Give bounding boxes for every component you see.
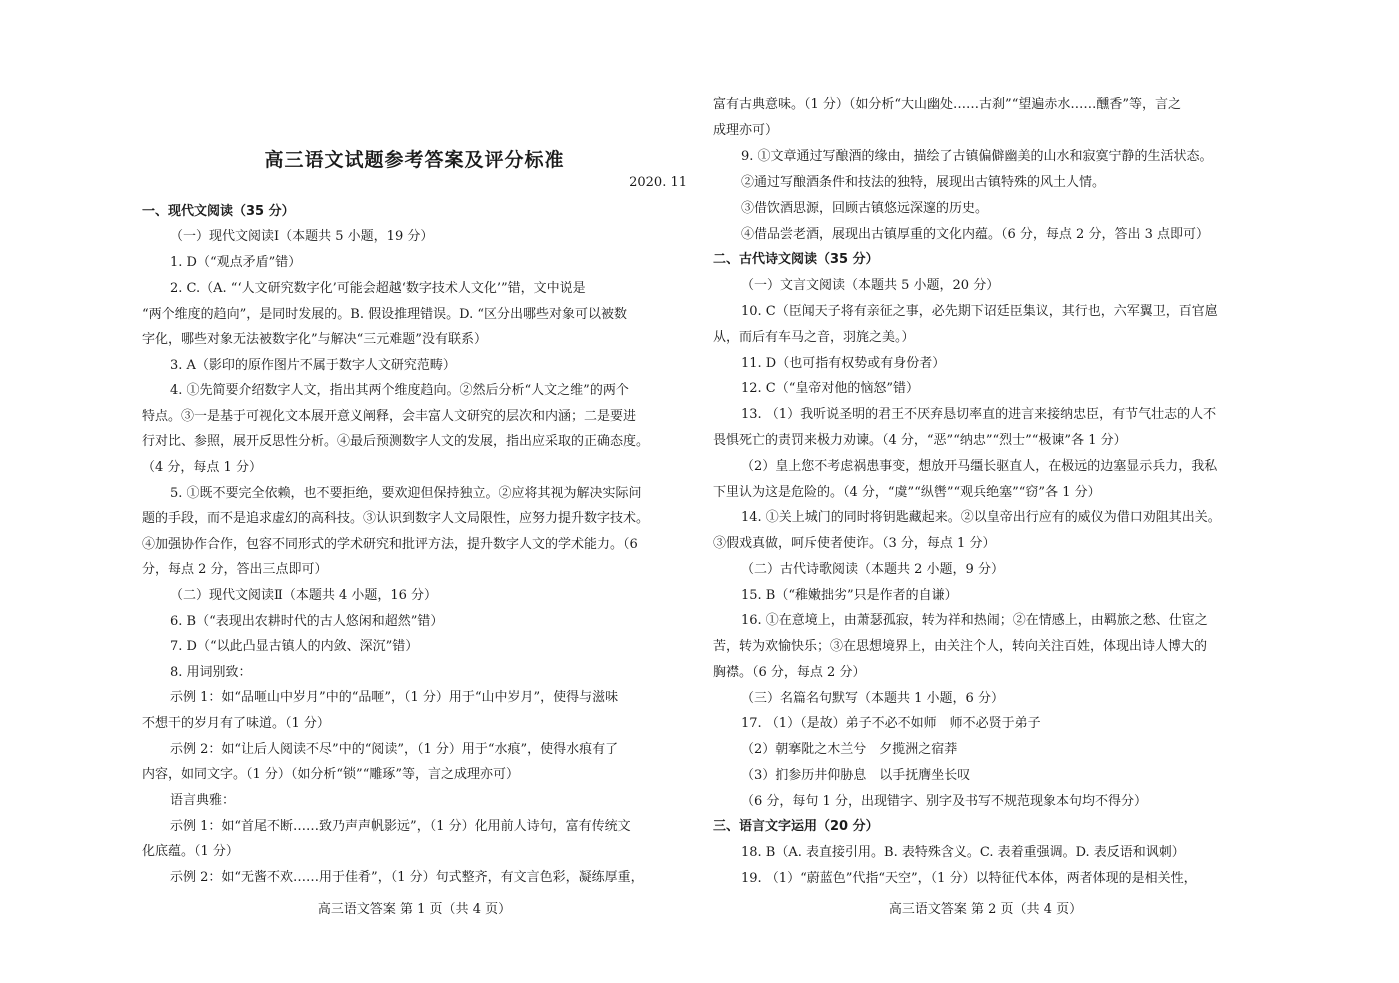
- answer-line: 分，每点 2 分，答出三点即可）: [142, 562, 328, 577]
- answer-line: 示例 2：如“让后人阅读不尽”中的“阅读”，（1 分）用于“水痕”，使得水痕有了: [170, 742, 619, 757]
- subsection-heading: （三）名篇名句默写（本题共 1 小题，6 分）: [741, 691, 1004, 706]
- answer-line: 特点。③一是基于可视化文本展开意义阐释，会丰富人文研究的层次和内涵；二是要进: [142, 409, 637, 424]
- answer-line: 8. 用词别致：: [170, 665, 252, 680]
- answer-line: 10. C（臣闻天子将有亲征之事，必先期下诏廷臣集议，其行也，六军翼卫，百官扈: [741, 304, 1218, 319]
- answer-line: ③借饮酒思源，回顾古镇悠远深邃的历史。: [741, 201, 989, 216]
- answer-line: 题的手段，而不是追求虚幻的高科技。③认识到数字人文局限性，应努力提升数字技术。: [142, 511, 650, 526]
- answer-line: 5. ①既不要完全依赖，也不要拒绝，要欢迎但保持独立。②应将其视为解决实际问: [170, 486, 642, 501]
- answer-line: 示例 1：如“首尾不断……致乃声声帆影远”，（1 分）化用前人诗句，富有传统文: [170, 819, 631, 834]
- subsection-heading: （一）文言文阅读（本题共 5 小题，20 分）: [741, 278, 1000, 293]
- answer-line: 苦，转为欢愉快乐；③在思想境界上，由关注个人，转向关注百姓，体现出诗人博大的: [713, 639, 1208, 654]
- answer-line: 11. D（也可指有权势或有身份者）: [741, 356, 946, 371]
- answer-line: 不想干的岁月有了味道。（1 分）: [142, 716, 330, 731]
- answer-line: 内容，如同文字。（1 分）（如分析“锁”“雕琢”等，言之成理亦可）: [142, 767, 519, 782]
- answer-line: 3. A（影印的原作图片不属于数字人文研究范畴）: [170, 358, 456, 373]
- answer-line: 14. ①关上城门的同时将钥匙藏起来。②以皇帝出行应有的威仪为借口劝阻其出关。: [741, 510, 1221, 525]
- answer-line: 2. C.（A. “‘人文研究数字化’可能会超越‘数字技术人文化’”错，文中说是: [170, 281, 586, 296]
- answer-line: 成理亦可）: [713, 123, 779, 138]
- answer-line: 示例 1：如“品咂山中岁月”中的“品咂”，（1 分）用于“山中岁月”，使得与滋味: [170, 690, 619, 705]
- answer-line: 4. ①先简要介绍数字人文，指出其两个维度趋向。②然后分析“人文之维”的两个: [170, 383, 629, 398]
- answer-line: ④借品尝老酒，展现出古镇厚重的文化内蕴。（6 分，每点 2 分，答出 3 点即可）: [741, 227, 1209, 242]
- section-heading: 二、古代诗文阅读（35 分）: [713, 252, 879, 267]
- answer-line: 6. B（“表现出农耕时代的古人悠闲和超然”错）: [170, 614, 444, 629]
- answer-line: （4 分，每点 1 分）: [142, 460, 262, 475]
- answer-line: 12. C（“皇帝对他的恼怒”错）: [741, 381, 920, 396]
- answer-line: 19. （1）“蔚蓝色”代指“天空”，（1 分）以特征代本体，两者体现的是相关性，: [741, 871, 1197, 886]
- answer-line: 胸襟。（6 分，每点 2 分）: [713, 665, 866, 680]
- answer-line: ④加强协作合作，包容不同形式的学术研究和批评方法，提升数字人文的学术能力。（6: [142, 537, 638, 552]
- section-heading: 一、现代文阅读（35 分）: [142, 204, 295, 219]
- subsection-heading: （一）现代文阅读Ⅰ（本题共 5 小题，19 分）: [170, 229, 434, 244]
- answer-line: ③假戏真做，呵斥使者使诈。（3 分，每点 1 分）: [713, 536, 996, 551]
- answer-line: 9. ①文章通过写酿酒的缘由，描绘了古镇偏僻幽美的山水和寂寞宁静的生活状态。: [741, 149, 1213, 164]
- page-footer: 高三语文答案 第 2 页（共 4 页）: [888, 902, 1083, 917]
- answer-line: 15. B（“稚嫩拙劣”只是作者的自谦）: [741, 588, 958, 603]
- page-footer: 高三语文答案 第 1 页（共 4 页）: [317, 902, 512, 917]
- answer-line: “两个维度的趋向”，是同时发展的。B. 假设推理错误。D. “区分出哪些对象可以被数: [142, 307, 627, 322]
- answer-line: 畏惧死亡的责罚来极力劝谏。（4 分，“恶”“纳忠”“烈士”“极谏”各 1 分）: [713, 433, 1127, 448]
- answer-line: 下里认为这是危险的。（4 分，“虞”“纵辔”“观兵绝塞”“窃”各 1 分）: [713, 485, 1101, 500]
- answer-line: 1. D（“观点矛盾”错）: [170, 255, 302, 270]
- answer-line: 从，而后有车马之音，羽旄之美。）: [713, 330, 915, 345]
- answer-line: （2）朝搴阰之木兰兮 夕揽洲之宿莽: [741, 742, 958, 757]
- section-heading: 三、语言文字运用（20 分）: [713, 819, 879, 834]
- answer-line: （2）皇上您不考虑祸患事变，想放开马缰长驱直人，在极远的边塞显示兵力，我私: [741, 459, 1218, 474]
- answer-line: 字化，哪些对象无法被数字化”与解决“三元难题”没有联系）: [142, 332, 487, 347]
- exam-date: 2020. 11: [629, 175, 687, 190]
- answer-line: 语言典雅：: [170, 793, 236, 808]
- answer-line: 17. （1）（是故）弟子不必不如师 师不必贤于弟子: [741, 716, 1041, 731]
- subsection-heading: （二）古代诗歌阅读（本题共 2 小题，9 分）: [741, 562, 1004, 577]
- answer-line: 16. ①在意境上，由萧瑟孤寂，转为祥和热闹；②在情感上，由羁旅之愁、仕宦之: [741, 613, 1208, 628]
- answer-line: 7. D（“以此凸显古镇人的内敛、深沉”错）: [170, 639, 419, 654]
- answer-line: 18. B（A. 表直接引用。B. 表特殊含义。C. 表着重强调。D. 表反语和讽刺）: [741, 845, 1185, 860]
- answer-line: 化底蕴。（1 分）: [142, 844, 239, 859]
- page-title: 高三语文试题参考答案及评分标准: [264, 149, 565, 171]
- subsection-heading: （二）现代文阅读Ⅱ（本题共 4 小题，16 分）: [170, 588, 438, 603]
- answer-line: （6 分，每句 1 分，出现错字、别字及书写不规范现象本句均不得分）: [741, 794, 1147, 809]
- answer-line: 示例 2：如“无酱不欢……用于佳肴”，（1 分）句式整齐，有文言色彩，凝练厚重，: [170, 870, 644, 885]
- answer-line: 行对比、参照，展开反思性分析。④最后预测数字人文的发展，指出应采取的正确态度。: [142, 434, 650, 449]
- answer-line: 13. （1）我听说圣明的君王不厌弃恳切率直的进言来接纳忠臣，有节气壮志的人不: [741, 407, 1217, 422]
- answer-line: 富有古典意味。（1 分）（如分析“大山幽处……古刹”“望遍赤水……醺香”等，言之: [713, 97, 1181, 112]
- answer-line: （3）扪参历井仰胁息 以手抚膺坐长叹: [741, 768, 971, 783]
- answer-line: ②通过写酿酒条件和技法的独特，展现出古镇特殊的风土人情。: [741, 175, 1106, 190]
